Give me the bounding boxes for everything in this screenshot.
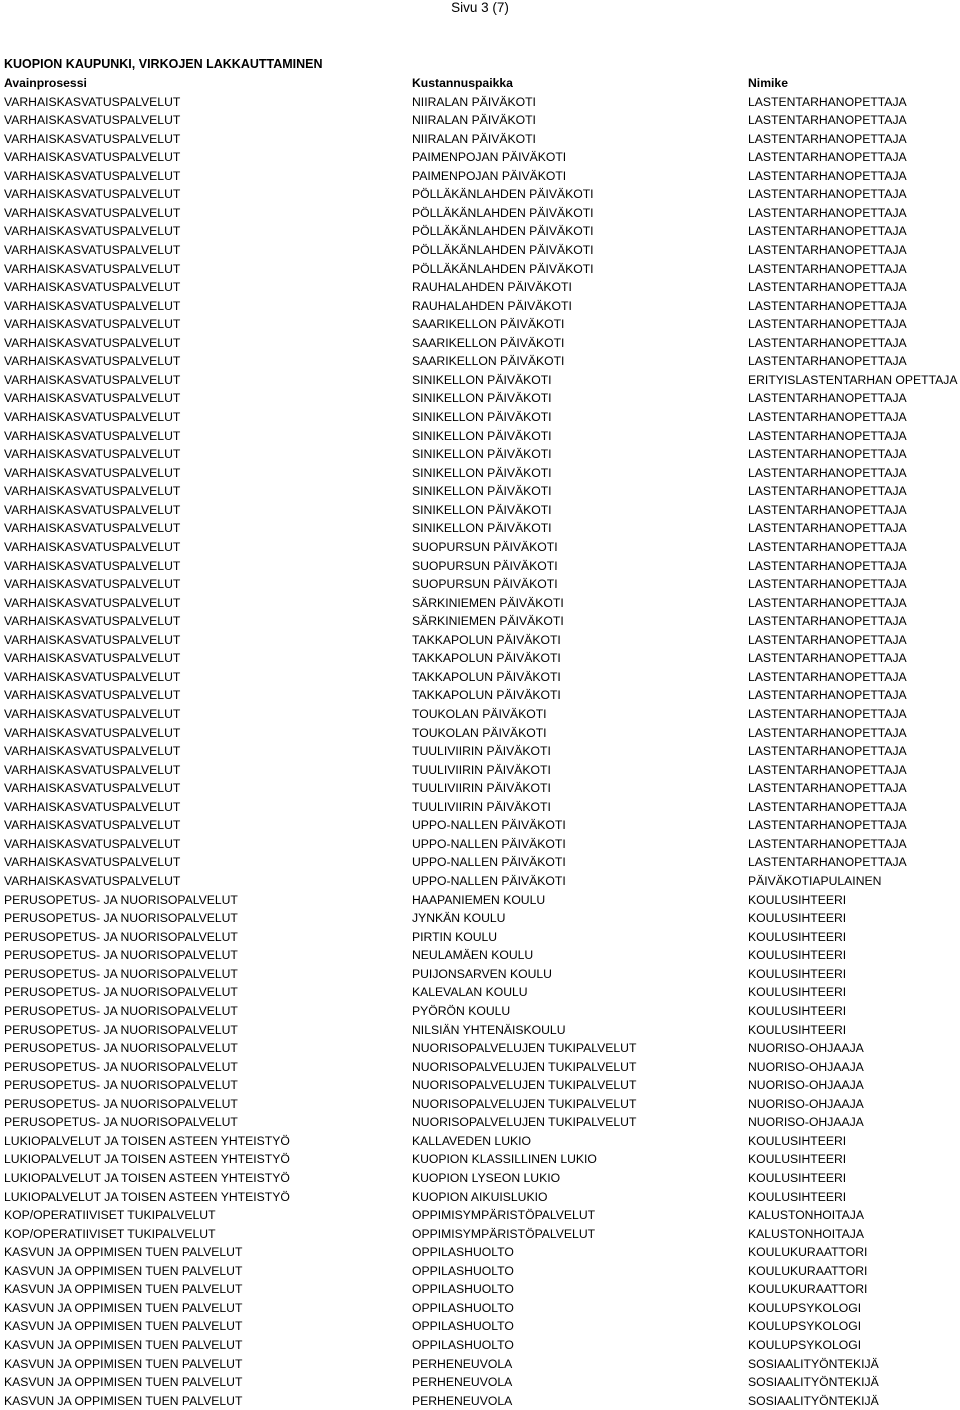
cell-kustannuspaikka: NEULAMÄEN KOULU	[412, 948, 534, 963]
cell-avainprosessi: PERUSOPETUS- JA NUORISOPALVELUT	[4, 966, 238, 981]
table-row	[0, 835, 960, 854]
cell-nimike: LASTENTARHANOPETTAJA	[748, 688, 907, 703]
cell-kustannuspaikka: NUORISOPALVELUJEN TUKIPALVELUT	[412, 1096, 637, 1111]
table-row	[0, 705, 960, 724]
cell-avainprosessi: PERUSOPETUS- JA NUORISOPALVELUT	[4, 1115, 238, 1130]
cell-kustannuspaikka: NUORISOPALVELUJEN TUKIPALVELUT	[412, 1078, 637, 1093]
cell-kustannuspaikka: TOUKOLAN PÄIVÄKOTI	[412, 706, 547, 721]
table-row	[0, 260, 960, 279]
cell-nimike: LASTENTARHANOPETTAJA	[748, 113, 907, 128]
table-row	[0, 1262, 960, 1281]
table-row	[0, 315, 960, 334]
cell-nimike: ERITYISLASTENTARHAN OPETTAJA	[748, 372, 958, 387]
cell-kustannuspaikka: SUOPURSUN PÄIVÄKOTI	[412, 558, 558, 573]
cell-kustannuspaikka: NIIRALAN PÄIVÄKOTI	[412, 131, 536, 146]
cell-nimike: LASTENTARHANOPETTAJA	[748, 242, 907, 257]
cell-nimike: KOULUSIHTEERI	[748, 911, 847, 926]
cell-avainprosessi: VARHAISKASVATUSPALVELUT	[4, 187, 181, 202]
cell-avainprosessi: VARHAISKASVATUSPALVELUT	[4, 874, 181, 889]
table-row	[0, 148, 960, 167]
cell-avainprosessi: VARHAISKASVATUSPALVELUT	[4, 150, 181, 165]
table-row	[0, 111, 960, 130]
cell-nimike: KALUSTONHOITAJA	[748, 1208, 865, 1223]
cell-avainprosessi: PERUSOPETUS- JA NUORISOPALVELUT	[4, 892, 238, 907]
table-row	[0, 1355, 960, 1374]
table-row	[0, 501, 960, 520]
cell-kustannuspaikka: OPPILASHUOLTO	[412, 1300, 514, 1315]
cell-nimike: KOULUSIHTEERI	[748, 1003, 847, 1018]
table-row	[0, 909, 960, 928]
cell-nimike: NUORISO-OHJAAJA	[748, 1115, 864, 1130]
cell-avainprosessi: VARHAISKASVATUSPALVELUT	[4, 261, 181, 276]
cell-kustannuspaikka: RAUHALAHDEN PÄIVÄKOTI	[412, 298, 572, 313]
cell-nimike: LASTENTARHANOPETTAJA	[748, 855, 907, 870]
table-row	[0, 464, 960, 483]
cell-nimike: LASTENTARHANOPETTAJA	[748, 818, 907, 833]
cell-nimike: KOULUSIHTEERI	[748, 929, 847, 944]
cell-avainprosessi: KASVUN JA OPPIMISEN TUEN PALVELUT	[4, 1338, 243, 1353]
cell-kustannuspaikka: SUOPURSUN PÄIVÄKOTI	[412, 539, 558, 554]
cell-nimike: SOSIAALITYÖNTEKIJÄ	[748, 1393, 879, 1408]
cell-nimike: LASTENTARHANOPETTAJA	[748, 465, 907, 480]
cell-nimike: KALUSTONHOITAJA	[748, 1226, 865, 1241]
cell-nimike: LASTENTARHANOPETTAJA	[748, 577, 907, 592]
cell-kustannuspaikka: OPPILASHUOLTO	[412, 1245, 514, 1260]
cell-nimike: LASTENTARHANOPETTAJA	[748, 836, 907, 851]
table-row	[0, 1206, 960, 1225]
cell-avainprosessi: VARHAISKASVATUSPALVELUT	[4, 298, 181, 313]
cell-kustannuspaikka: NUORISOPALVELUJEN TUKIPALVELUT	[412, 1041, 637, 1056]
cell-nimike: KOULUSIHTEERI	[748, 892, 847, 907]
cell-nimike: LASTENTARHANOPETTAJA	[748, 539, 907, 554]
cell-nimike: LASTENTARHANOPETTAJA	[748, 595, 907, 610]
cell-nimike: KOULUKURAATTORI	[748, 1282, 868, 1297]
table-row	[0, 519, 960, 538]
table-row	[0, 1076, 960, 1095]
table-row	[0, 93, 960, 112]
cell-avainprosessi: VARHAISKASVATUSPALVELUT	[4, 577, 181, 592]
cell-avainprosessi: VARHAISKASVATUSPALVELUT	[4, 744, 181, 759]
cell-nimike: NUORISO-OHJAAJA	[748, 1078, 864, 1093]
table-header	[0, 74, 960, 93]
cell-avainprosessi: VARHAISKASVATUSPALVELUT	[4, 595, 181, 610]
cell-kustannuspaikka: PÖLLÄKÄNLAHDEN PÄIVÄKOTI	[412, 187, 594, 202]
cell-kustannuspaikka: KUOPION KLASSILLINEN LUKIO	[412, 1152, 597, 1167]
table-row	[0, 334, 960, 353]
cell-avainprosessi: VARHAISKASVATUSPALVELUT	[4, 669, 181, 684]
cell-kustannuspaikka: PIRTIN KOULU	[412, 929, 498, 944]
cell-avainprosessi: PERUSOPETUS- JA NUORISOPALVELUT	[4, 948, 238, 963]
cell-kustannuspaikka: PÖLLÄKÄNLAHDEN PÄIVÄKOTI	[412, 261, 594, 276]
table-row	[0, 1039, 960, 1058]
cell-avainprosessi: PERUSOPETUS- JA NUORISOPALVELUT	[4, 1059, 238, 1074]
table-row	[0, 185, 960, 204]
cell-nimike: SOSIAALITYÖNTEKIJÄ	[748, 1375, 879, 1390]
cell-nimike: LASTENTARHANOPETTAJA	[748, 354, 907, 369]
cell-avainprosessi: VARHAISKASVATUSPALVELUT	[4, 651, 181, 666]
cell-avainprosessi: VARHAISKASVATUSPALVELUT	[4, 94, 181, 109]
table-row	[0, 891, 960, 910]
cell-avainprosessi: PERUSOPETUS- JA NUORISOPALVELUT	[4, 929, 238, 944]
cell-kustannuspaikka: SAARIKELLON PÄIVÄKOTI	[412, 317, 565, 332]
table-row	[0, 816, 960, 835]
table-row	[0, 167, 960, 186]
table-row	[0, 278, 960, 297]
cell-nimike: LASTENTARHANOPETTAJA	[748, 261, 907, 276]
cell-nimike: LASTENTARHANOPETTAJA	[748, 762, 907, 777]
cell-avainprosessi: PERUSOPETUS- JA NUORISOPALVELUT	[4, 1003, 238, 1018]
cell-kustannuspaikka: NIIRALAN PÄIVÄKOTI	[412, 113, 536, 128]
cell-kustannuspaikka: SAARIKELLON PÄIVÄKOTI	[412, 335, 565, 350]
cell-avainprosessi: LUKIOPALVELUT JA TOISEN ASTEEN YHTEISTYÖ	[4, 1189, 290, 1204]
cell-avainprosessi: VARHAISKASVATUSPALVELUT	[4, 781, 181, 796]
cell-avainprosessi: KOP/OPERATIIVISET TUKIPALVELUT	[4, 1226, 216, 1241]
table-row	[0, 649, 960, 668]
table-row	[0, 742, 960, 761]
cell-kustannuspaikka: UPPO-NALLEN PÄIVÄKOTI	[412, 818, 566, 833]
table-row	[0, 724, 960, 743]
table-row	[0, 575, 960, 594]
table-row	[0, 668, 960, 687]
cell-kustannuspaikka: PYÖRÖN KOULU	[412, 1003, 511, 1018]
cell-nimike: LASTENTARHANOPETTAJA	[748, 651, 907, 666]
table-row	[0, 482, 960, 501]
cell-nimike: KOULUSIHTEERI	[748, 948, 847, 963]
cell-kustannuspaikka: TOUKOLAN PÄIVÄKOTI	[412, 725, 547, 740]
table-row	[0, 352, 960, 371]
cell-nimike: LASTENTARHANOPETTAJA	[748, 521, 907, 536]
table-row	[0, 1392, 960, 1410]
cell-kustannuspaikka: PERHENEUVOLA	[412, 1393, 513, 1408]
table-row	[0, 1243, 960, 1262]
cell-nimike: LASTENTARHANOPETTAJA	[748, 391, 907, 406]
cell-nimike: LASTENTARHANOPETTAJA	[748, 280, 907, 295]
table-row	[0, 1113, 960, 1132]
cell-avainprosessi: VARHAISKASVATUSPALVELUT	[4, 539, 181, 554]
table-row	[0, 1132, 960, 1151]
cell-kustannuspaikka: SÄRKINIEMEN PÄIVÄKOTI	[412, 595, 564, 610]
cell-nimike: KOULUKURAATTORI	[748, 1245, 868, 1260]
cell-kustannuspaikka: PERHENEUVOLA	[412, 1356, 513, 1371]
cell-kustannuspaikka: SÄRKINIEMEN PÄIVÄKOTI	[412, 614, 564, 629]
table-row	[0, 965, 960, 984]
cell-kustannuspaikka: SINIKELLON PÄIVÄKOTI	[412, 372, 552, 387]
cell-avainprosessi: VARHAISKASVATUSPALVELUT	[4, 131, 181, 146]
cell-nimike: LASTENTARHANOPETTAJA	[748, 781, 907, 796]
table-row	[0, 1317, 960, 1336]
cell-avainprosessi: VARHAISKASVATUSPALVELUT	[4, 502, 181, 517]
cell-kustannuspaikka: PAIMENPOJAN PÄIVÄKOTI	[412, 168, 567, 183]
cell-avainprosessi: VARHAISKASVATUSPALVELUT	[4, 242, 181, 257]
cell-kustannuspaikka: TAKKAPOLUN PÄIVÄKOTI	[412, 651, 561, 666]
cell-kustannuspaikka: TUULIVIIRIN PÄIVÄKOTI	[412, 744, 551, 759]
cell-avainprosessi: KASVUN JA OPPIMISEN TUEN PALVELUT	[4, 1393, 243, 1408]
cell-nimike: KOULUPSYKOLOGI	[748, 1319, 862, 1334]
cell-kustannuspaikka: NUORISOPALVELUJEN TUKIPALVELUT	[412, 1115, 637, 1130]
cell-kustannuspaikka: SINIKELLON PÄIVÄKOTI	[412, 465, 552, 480]
cell-avainprosessi: PERUSOPETUS- JA NUORISOPALVELUT	[4, 911, 238, 926]
cell-kustannuspaikka: OPPILASHUOLTO	[412, 1338, 514, 1353]
cell-avainprosessi: VARHAISKASVATUSPALVELUT	[4, 317, 181, 332]
cell-avainprosessi: PERUSOPETUS- JA NUORISOPALVELUT	[4, 1041, 238, 1056]
table-row	[0, 686, 960, 705]
page-number: Sivu 3 (7)	[451, 0, 509, 15]
cell-nimike: NUORISO-OHJAAJA	[748, 1096, 864, 1111]
cell-kustannuspaikka: SINIKELLON PÄIVÄKOTI	[412, 502, 552, 517]
table-row	[0, 928, 960, 947]
cell-nimike: KOULUPSYKOLOGI	[748, 1338, 862, 1353]
cell-kustannuspaikka: OPPIMISYMPÄRISTÖPALVELUT	[412, 1226, 596, 1241]
cell-kustannuspaikka: KUOPION AIKUISLUKIO	[412, 1189, 548, 1204]
cell-nimike: LASTENTARHANOPETTAJA	[748, 428, 907, 443]
cell-avainprosessi: KOP/OPERATIIVISET TUKIPALVELUT	[4, 1208, 216, 1223]
table-row	[0, 946, 960, 965]
cell-nimike: LASTENTARHANOPETTAJA	[748, 799, 907, 814]
cell-avainprosessi: VARHAISKASVATUSPALVELUT	[4, 706, 181, 721]
table-row	[0, 983, 960, 1002]
cell-avainprosessi: LUKIOPALVELUT JA TOISEN ASTEEN YHTEISTYÖ	[4, 1133, 290, 1148]
cell-kustannuspaikka: RAUHALAHDEN PÄIVÄKOTI	[412, 280, 572, 295]
table-row	[0, 1373, 960, 1392]
cell-kustannuspaikka: NIIRALAN PÄIVÄKOTI	[412, 94, 536, 109]
cell-nimike: KOULUSIHTEERI	[748, 1022, 847, 1037]
table-row	[0, 1188, 960, 1207]
cell-kustannuspaikka: TUULIVIIRIN PÄIVÄKOTI	[412, 781, 551, 796]
cell-kustannuspaikka: SINIKELLON PÄIVÄKOTI	[412, 428, 552, 443]
cell-kustannuspaikka: PUIJONSARVEN KOULU	[412, 966, 552, 981]
cell-kustannuspaikka: UPPO-NALLEN PÄIVÄKOTI	[412, 836, 566, 851]
cell-kustannuspaikka: KUOPION LYSEON LUKIO	[412, 1170, 561, 1185]
cell-kustannuspaikka: PÖLLÄKÄNLAHDEN PÄIVÄKOTI	[412, 242, 594, 257]
cell-nimike: LASTENTARHANOPETTAJA	[748, 131, 907, 146]
cell-avainprosessi: VARHAISKASVATUSPALVELUT	[4, 725, 181, 740]
column-header-avainprosessi: Avainprosessi	[4, 76, 87, 90]
cell-avainprosessi: VARHAISKASVATUSPALVELUT	[4, 855, 181, 870]
cell-nimike: LASTENTARHANOPETTAJA	[748, 94, 907, 109]
cell-avainprosessi: VARHAISKASVATUSPALVELUT	[4, 391, 181, 406]
cell-kustannuspaikka: TAKKAPOLUN PÄIVÄKOTI	[412, 669, 561, 684]
cell-kustannuspaikka: OPPIMISYMPÄRISTÖPALVELUT	[412, 1208, 596, 1223]
cell-avainprosessi: KASVUN JA OPPIMISEN TUEN PALVELUT	[4, 1263, 243, 1278]
table-row	[0, 130, 960, 149]
cell-nimike: LASTENTARHANOPETTAJA	[748, 298, 907, 313]
table-row	[0, 761, 960, 780]
cell-kustannuspaikka: OPPILASHUOLTO	[412, 1263, 514, 1278]
cell-nimike: LASTENTARHANOPETTAJA	[748, 335, 907, 350]
cell-kustannuspaikka: TAKKAPOLUN PÄIVÄKOTI	[412, 632, 561, 647]
cell-avainprosessi: VARHAISKASVATUSPALVELUT	[4, 762, 181, 777]
cell-nimike: KOULUPSYKOLOGI	[748, 1300, 862, 1315]
cell-kustannuspaikka: SINIKELLON PÄIVÄKOTI	[412, 447, 552, 462]
table-row	[0, 538, 960, 557]
table-row	[0, 371, 960, 390]
cell-kustannuspaikka: NUORISOPALVELUJEN TUKIPALVELUT	[412, 1059, 637, 1074]
cell-avainprosessi: KASVUN JA OPPIMISEN TUEN PALVELUT	[4, 1245, 243, 1260]
cell-nimike: LASTENTARHANOPETTAJA	[748, 150, 907, 165]
cell-kustannuspaikka: KALLAVEDEN LUKIO	[412, 1133, 531, 1148]
cell-avainprosessi: VARHAISKASVATUSPALVELUT	[4, 354, 181, 369]
cell-kustannuspaikka: UPPO-NALLEN PÄIVÄKOTI	[412, 855, 566, 870]
cell-nimike: PÄIVÄKOTIAPULAINEN	[748, 874, 882, 889]
cell-nimike: KOULUSIHTEERI	[748, 1170, 847, 1185]
cell-nimike: LASTENTARHANOPETTAJA	[748, 447, 907, 462]
cell-avainprosessi: LUKIOPALVELUT JA TOISEN ASTEEN YHTEISTYÖ	[4, 1152, 290, 1167]
table-row	[0, 1058, 960, 1077]
cell-avainprosessi: KASVUN JA OPPIMISEN TUEN PALVELUT	[4, 1375, 243, 1390]
table-row	[0, 612, 960, 631]
table-row	[0, 1280, 960, 1299]
cell-nimike: LASTENTARHANOPETTAJA	[748, 484, 907, 499]
cell-kustannuspaikka: SAARIKELLON PÄIVÄKOTI	[412, 354, 565, 369]
table-row	[0, 779, 960, 798]
cell-kustannuspaikka: SINIKELLON PÄIVÄKOTI	[412, 391, 552, 406]
cell-avainprosessi: KASVUN JA OPPIMISEN TUEN PALVELUT	[4, 1356, 243, 1371]
cell-nimike: LASTENTARHANOPETTAJA	[748, 725, 907, 740]
cell-avainprosessi: VARHAISKASVATUSPALVELUT	[4, 521, 181, 536]
cell-avainprosessi: VARHAISKASVATUSPALVELUT	[4, 372, 181, 387]
cell-nimike: KOULUSIHTEERI	[748, 1189, 847, 1204]
cell-nimike: LASTENTARHANOPETTAJA	[748, 205, 907, 220]
cell-avainprosessi: VARHAISKASVATUSPALVELUT	[4, 428, 181, 443]
cell-avainprosessi: VARHAISKASVATUSPALVELUT	[4, 447, 181, 462]
cell-avainprosessi: VARHAISKASVATUSPALVELUT	[4, 465, 181, 480]
cell-nimike: LASTENTARHANOPETTAJA	[748, 632, 907, 647]
cell-avainprosessi: KASVUN JA OPPIMISEN TUEN PALVELUT	[4, 1319, 243, 1334]
cell-avainprosessi: KASVUN JA OPPIMISEN TUEN PALVELUT	[4, 1300, 243, 1315]
cell-kustannuspaikka: NILSIÄN YHTENÄISKOULU	[412, 1022, 566, 1037]
cell-avainprosessi: PERUSOPETUS- JA NUORISOPALVELUT	[4, 1096, 238, 1111]
cell-avainprosessi: VARHAISKASVATUSPALVELUT	[4, 688, 181, 703]
cell-kustannuspaikka: KALEVALAN KOULU	[412, 985, 528, 1000]
cell-kustannuspaikka: PERHENEUVOLA	[412, 1375, 513, 1390]
table-row	[0, 1150, 960, 1169]
table-row	[0, 1021, 960, 1040]
cell-avainprosessi: PERUSOPETUS- JA NUORISOPALVELUT	[4, 985, 238, 1000]
cell-kustannuspaikka: SINIKELLON PÄIVÄKOTI	[412, 410, 552, 425]
cell-avainprosessi: KASVUN JA OPPIMISEN TUEN PALVELUT	[4, 1282, 243, 1297]
cell-avainprosessi: VARHAISKASVATUSPALVELUT	[4, 205, 181, 220]
cell-nimike: LASTENTARHANOPETTAJA	[748, 187, 907, 202]
table-row	[0, 241, 960, 260]
cell-avainprosessi: VARHAISKASVATUSPALVELUT	[4, 836, 181, 851]
cell-kustannuspaikka: TUULIVIIRIN PÄIVÄKOTI	[412, 799, 551, 814]
table-row	[0, 1225, 960, 1244]
cell-avainprosessi: VARHAISKASVATUSPALVELUT	[4, 484, 181, 499]
table-row	[0, 297, 960, 316]
column-header-nimike: Nimike	[748, 76, 788, 90]
table-row	[0, 445, 960, 464]
cell-nimike: LASTENTARHANOPETTAJA	[748, 558, 907, 573]
table-row	[0, 222, 960, 241]
cell-avainprosessi: VARHAISKASVATUSPALVELUT	[4, 113, 181, 128]
table-row	[0, 872, 960, 891]
cell-nimike: KOULUKURAATTORI	[748, 1263, 868, 1278]
cell-avainprosessi: VARHAISKASVATUSPALVELUT	[4, 799, 181, 814]
table-row	[0, 631, 960, 650]
table-row	[0, 1002, 960, 1021]
table-row	[0, 853, 960, 872]
cell-kustannuspaikka: PAIMENPOJAN PÄIVÄKOTI	[412, 150, 567, 165]
cell-kustannuspaikka: SINIKELLON PÄIVÄKOTI	[412, 484, 552, 499]
table-row	[0, 427, 960, 446]
cell-avainprosessi: VARHAISKASVATUSPALVELUT	[4, 335, 181, 350]
cell-nimike: LASTENTARHANOPETTAJA	[748, 317, 907, 332]
table-row	[0, 1299, 960, 1318]
cell-nimike: LASTENTARHANOPETTAJA	[748, 410, 907, 425]
cell-nimike: KOULUSIHTEERI	[748, 1133, 847, 1148]
column-header-kustannuspaikka: Kustannuspaikka	[412, 76, 513, 90]
cell-kustannuspaikka: HAAPANIEMEN KOULU	[412, 892, 546, 907]
cell-nimike: LASTENTARHANOPETTAJA	[748, 669, 907, 684]
cell-avainprosessi: VARHAISKASVATUSPALVELUT	[4, 632, 181, 647]
cell-kustannuspaikka: TAKKAPOLUN PÄIVÄKOTI	[412, 688, 561, 703]
cell-kustannuspaikka: SINIKELLON PÄIVÄKOTI	[412, 521, 552, 536]
cell-kustannuspaikka: PÖLLÄKÄNLAHDEN PÄIVÄKOTI	[412, 224, 594, 239]
cell-nimike: LASTENTARHANOPETTAJA	[748, 744, 907, 759]
cell-nimike: LASTENTARHANOPETTAJA	[748, 502, 907, 517]
table-row	[0, 204, 960, 223]
table-row	[0, 1169, 960, 1188]
cell-nimike: KOULUSIHTEERI	[748, 966, 847, 981]
table-row	[0, 594, 960, 613]
table-row	[0, 798, 960, 817]
cell-avainprosessi: VARHAISKASVATUSPALVELUT	[4, 614, 181, 629]
table-row	[0, 389, 960, 408]
document-title: KUOPION KAUPUNKI, VIRKOJEN LAKKAUTTAMINEN	[4, 57, 323, 71]
table-row	[0, 408, 960, 427]
cell-nimike: LASTENTARHANOPETTAJA	[748, 614, 907, 629]
cell-kustannuspaikka: SUOPURSUN PÄIVÄKOTI	[412, 577, 558, 592]
table-row	[0, 1095, 960, 1114]
cell-avainprosessi: PERUSOPETUS- JA NUORISOPALVELUT	[4, 1022, 238, 1037]
cell-nimike: LASTENTARHANOPETTAJA	[748, 168, 907, 183]
cell-nimike: KOULUSIHTEERI	[748, 1152, 847, 1167]
cell-nimike: NUORISO-OHJAAJA	[748, 1059, 864, 1074]
cell-avainprosessi: VARHAISKASVATUSPALVELUT	[4, 410, 181, 425]
cell-kustannuspaikka: TUULIVIIRIN PÄIVÄKOTI	[412, 762, 551, 777]
table-row	[0, 557, 960, 576]
cell-avainprosessi: PERUSOPETUS- JA NUORISOPALVELUT	[4, 1078, 238, 1093]
cell-nimike: SOSIAALITYÖNTEKIJÄ	[748, 1356, 879, 1371]
cell-avainprosessi: LUKIOPALVELUT JA TOISEN ASTEEN YHTEISTYÖ	[4, 1170, 290, 1185]
cell-kustannuspaikka: UPPO-NALLEN PÄIVÄKOTI	[412, 874, 566, 889]
cell-avainprosessi: VARHAISKASVATUSPALVELUT	[4, 280, 181, 295]
cell-avainprosessi: VARHAISKASVATUSPALVELUT	[4, 168, 181, 183]
cell-nimike: LASTENTARHANOPETTAJA	[748, 224, 907, 239]
cell-kustannuspaikka: JYNKÄN KOULU	[412, 911, 506, 926]
cell-avainprosessi: VARHAISKASVATUSPALVELUT	[4, 818, 181, 833]
cell-nimike: KOULUSIHTEERI	[748, 985, 847, 1000]
cell-nimike: NUORISO-OHJAAJA	[748, 1041, 864, 1056]
cell-avainprosessi: VARHAISKASVATUSPALVELUT	[4, 558, 181, 573]
cell-kustannuspaikka: PÖLLÄKÄNLAHDEN PÄIVÄKOTI	[412, 205, 594, 220]
table-row	[0, 1336, 960, 1355]
cell-kustannuspaikka: OPPILASHUOLTO	[412, 1282, 514, 1297]
cell-kustannuspaikka: OPPILASHUOLTO	[412, 1319, 514, 1334]
cell-nimike: LASTENTARHANOPETTAJA	[748, 706, 907, 721]
cell-avainprosessi: VARHAISKASVATUSPALVELUT	[4, 224, 181, 239]
